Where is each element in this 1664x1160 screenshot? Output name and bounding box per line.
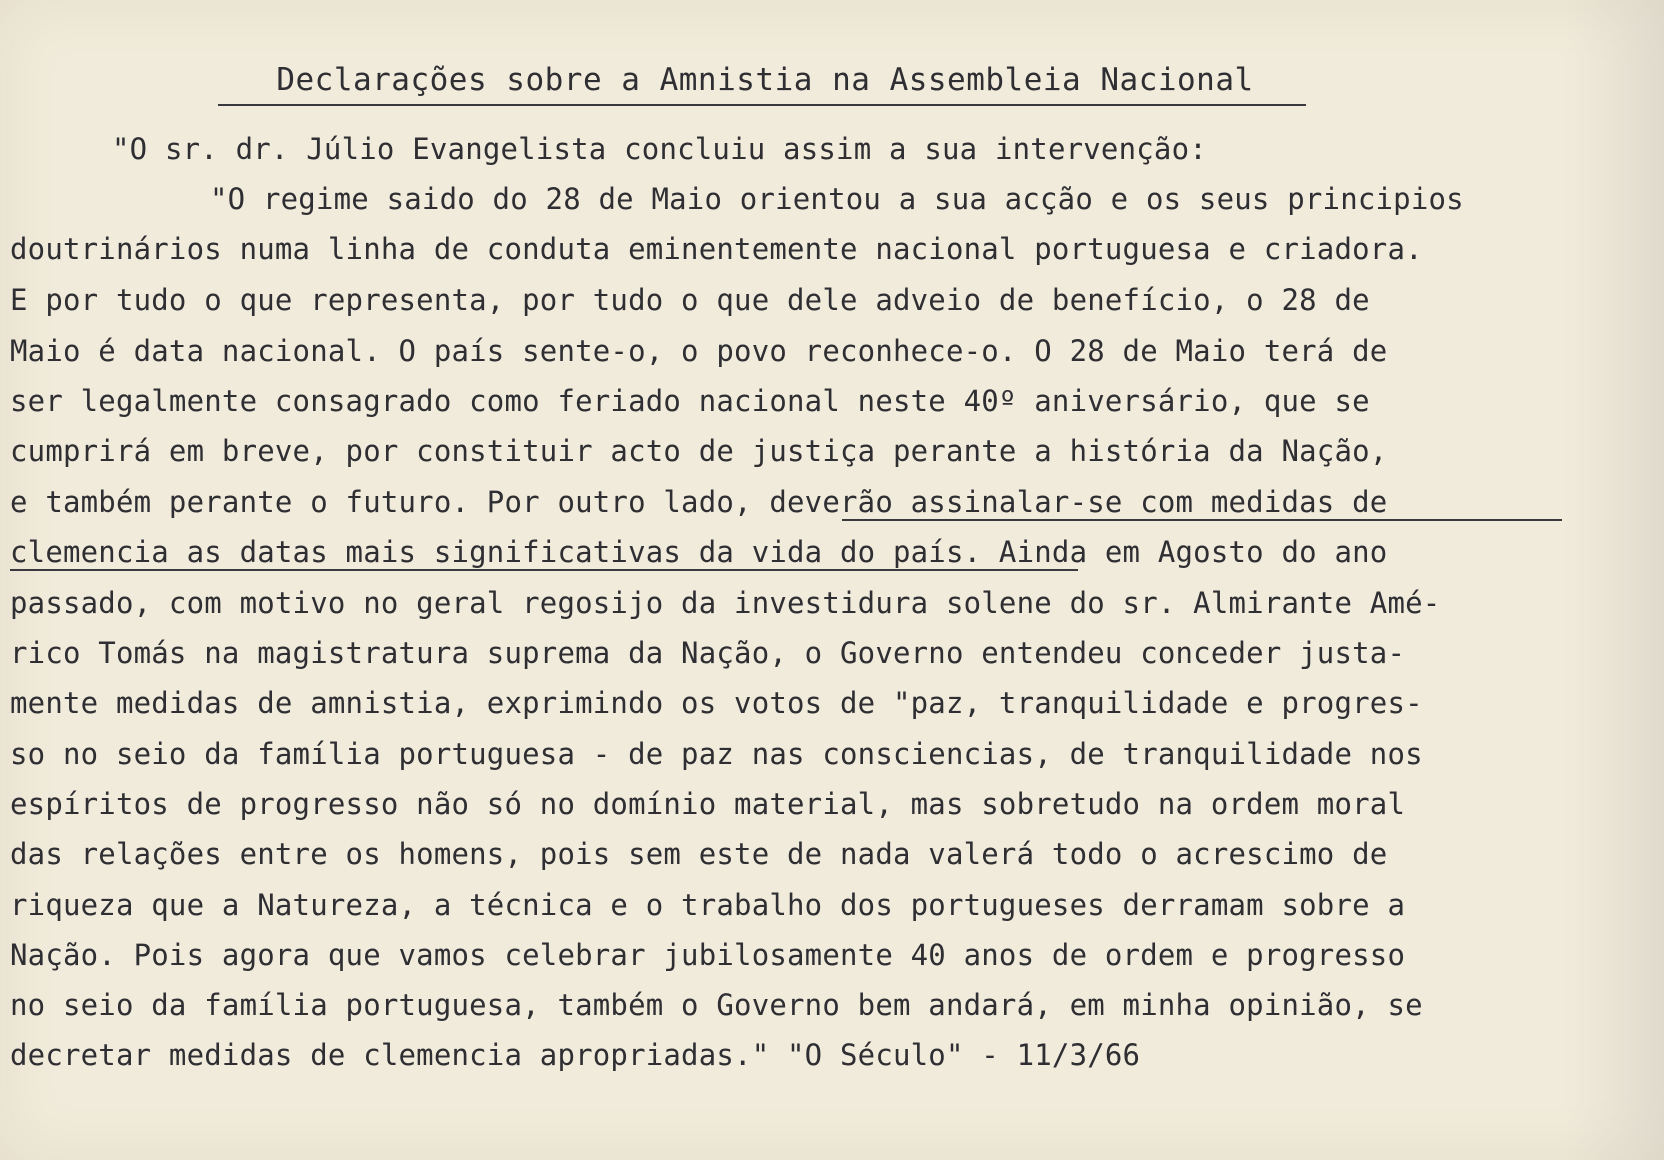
text-line: riqueza que a Natureza, a técnica e o trabalho dos portugueses derramam sobre a <box>10 888 1406 922</box>
text-line: clemencia as datas mais significativas da vida do país. Ainda em Agosto do ano <box>10 535 1388 569</box>
text-line: Maio é data nacional. O país sente-o, o povo reconhece-o. O 28 de Maio terá de <box>10 334 1388 368</box>
text-line: das relações entre os homens, pois sem este de nada valerá todo o acrescimo de <box>10 837 1388 871</box>
text-line: "O sr. dr. Júlio Evangelista concluiu assim a sua intervenção: <box>112 132 1207 166</box>
title-underline <box>218 104 1306 106</box>
text-line: decretar medidas de clemencia apropriadas." "O Século" - 11/3/66 <box>10 1038 1141 1072</box>
underline-mark <box>842 519 1562 521</box>
document-title: Declarações sobre a Amnistia na Assembleia Nacional <box>276 62 1254 98</box>
text-line: so no seio da família portuguesa - de paz nas consciencias, de tranquilidade nos <box>10 737 1423 771</box>
text-line: Nação. Pois agora que vamos celebrar jubilosamente 40 anos de ordem e progresso <box>10 938 1406 972</box>
text-line: "O regime saido do 28 de Maio orientou a sua acção e os seus principios <box>210 182 1464 216</box>
page-edge-shading <box>1563 0 1664 1160</box>
text-line: rico Tomás na magistratura suprema da Nação, o Governo entendeu conceder justa- <box>10 636 1406 670</box>
text-line: no seio da família portuguesa, também o Governo bem andará, em minha opinião, se <box>10 988 1423 1022</box>
underline-mark <box>10 569 1078 571</box>
text-line: ser legalmente consagrado como feriado nacional neste 40º aniversário, que se <box>10 384 1370 418</box>
text-line: espíritos de progresso não só no domínio material, mas sobretudo na ordem moral <box>10 787 1406 821</box>
text-line: E por tudo o que representa, por tudo o que dele adveio de benefício, o 28 de <box>10 283 1370 317</box>
text-line: cumprirá em breve, por constituir acto de justiça perante a história da Nação, <box>10 434 1388 468</box>
text-line: e também perante o futuro. Por outro lado, deverão assinalar-se com medidas de <box>10 485 1388 519</box>
text-line: doutrinários numa linha de conduta eminentemente nacional portuguesa e criadora. <box>10 232 1423 266</box>
text-line: mente medidas de amnistia, exprimindo os votos de "paz, tranquilidade e progres- <box>10 686 1423 720</box>
text-line: passado, com motivo no geral regosijo da investidura solene do sr. Almirante Amé- <box>10 586 1441 620</box>
